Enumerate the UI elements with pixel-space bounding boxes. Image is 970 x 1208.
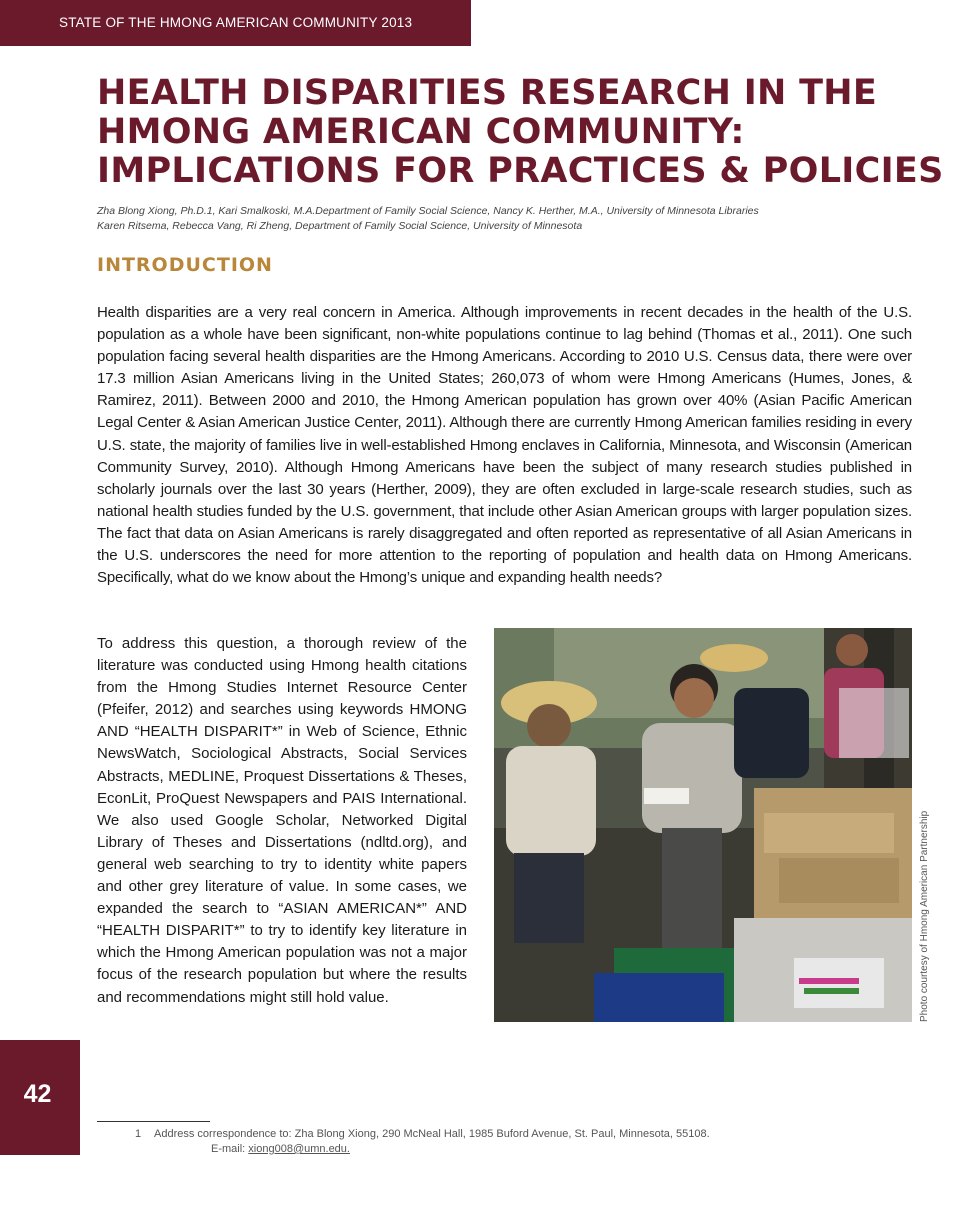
author-line: Karen Ritsema, Rebecca Vang, Ri Zheng, Department of Family Social Science, University of Minnesota	[97, 220, 583, 232]
photo-illustration	[494, 628, 912, 1022]
article-title-line: IMPLICATIONS FOR PRACTICES & POLICIES	[97, 151, 944, 191]
article-title	[97, 73, 944, 191]
article-title-line: HEALTH DISPARITIES RESEARCH IN THE	[97, 73, 878, 113]
author-list	[97, 204, 897, 234]
methods-paragraph: To address this question, a thorough review of the literature was conducted using Hmong health citations from the Hmong Studies Internet Resource Center (Pfeifer, 2012) and searches using keywords HMONG AND “HEALTH DISPARIT*” in Web of Science, Ethnic NewsWatch, Sociological Abstracts, Social Services Abstracts, MEDLINE, Proquest Dissertations & Theses, EconLit, ProQuest Newspapers and PAIS International. We also used Google Scholar, Networked Digital Library of Theses and Dissertations (ndltd.org), and general web searching to try to identity white papers and other grey literature of value. In some cases, we expanded the search to “ASIAN AMERICAN*” AND “HEALTH DISPARIT*” to try to identify key literature in which the Hmong American population was not a major focus of the research population but where the results and recommendations might still hold value.	[97, 635, 467, 1006]
footnote-divider	[97, 1121, 210, 1122]
footnote	[135, 1127, 835, 1157]
intro-paragraph: Health disparities are a very real concern in America. Although improvements in recent decades in the health of the U.S. population as a whole have been significant, non-white populations continue to lag behind (Thomas et al., 2011). One such population facing several health disparities are the Hmong Americans. According to 2010 U.S. Census data, there were over 17.3 million Asian Americans living in the United States; 260,073 of whom were Hmong Americans (Humes, Jones, & Ramirez, 2011). Between 2000 and 2010, the Hmong American population has grown over 40% (Asian Pacific American Legal Center & Asian American Justice Center, 2011). Although there are currently Hmong American families residing in every U.S. state, the majority of families live in well-established Hmong enclaves in California, Minnesota, and Wisconsin (American Community Survey, 2010). Although Hmong Americans have been the subject of many research studies published in scholarly journals over the last 30 years (Herther, 2009), they are often excluded in large-scale research studies, such as national health studies funded by the U.S. government, that include other Asian American groups with larger population sizes. The fact that data on Asian Americans is rarely disaggregated and often reported as representative of all Asian Americans in the U.S. underscores the need for more attention to the reporting of population and health data on Hmong Americans. Specifically, what do we know about the Hmong’s unique and expanding health needs?	[97, 304, 912, 587]
page-number: 42	[23, 1080, 52, 1108]
footnote-text: Address correspondence to: Zha Blong Xiong, 290 McNeal Hall, 1985 Buford Avenue, St. Paul, Minnesota, 55108.	[154, 1128, 710, 1140]
email-label: E-mail:	[211, 1143, 246, 1155]
running-header-title: STATE OF THE HMONG AMERICAN COMMUNITY 2013	[59, 15, 413, 30]
photo-community-workshop	[494, 628, 912, 1022]
running-header	[0, 0, 471, 46]
email-link[interactable]: xiong008@umn.edu.	[248, 1143, 350, 1155]
article-title-line: HMONG AMERICAN COMMUNITY:	[97, 112, 745, 152]
footnote-number: 1	[135, 1128, 142, 1140]
author-line: Zha Blong Xiong, Ph.D.1, Kari Smalkoski, M.A.Department of Family Social Science, Nancy K. Herther, M.A., University of Minnesota Libraries	[97, 205, 759, 217]
section-heading-introduction: INTRODUCTION	[97, 254, 273, 276]
photo-credit: Photo courtesy of Hmong American Partnership	[919, 810, 930, 1022]
